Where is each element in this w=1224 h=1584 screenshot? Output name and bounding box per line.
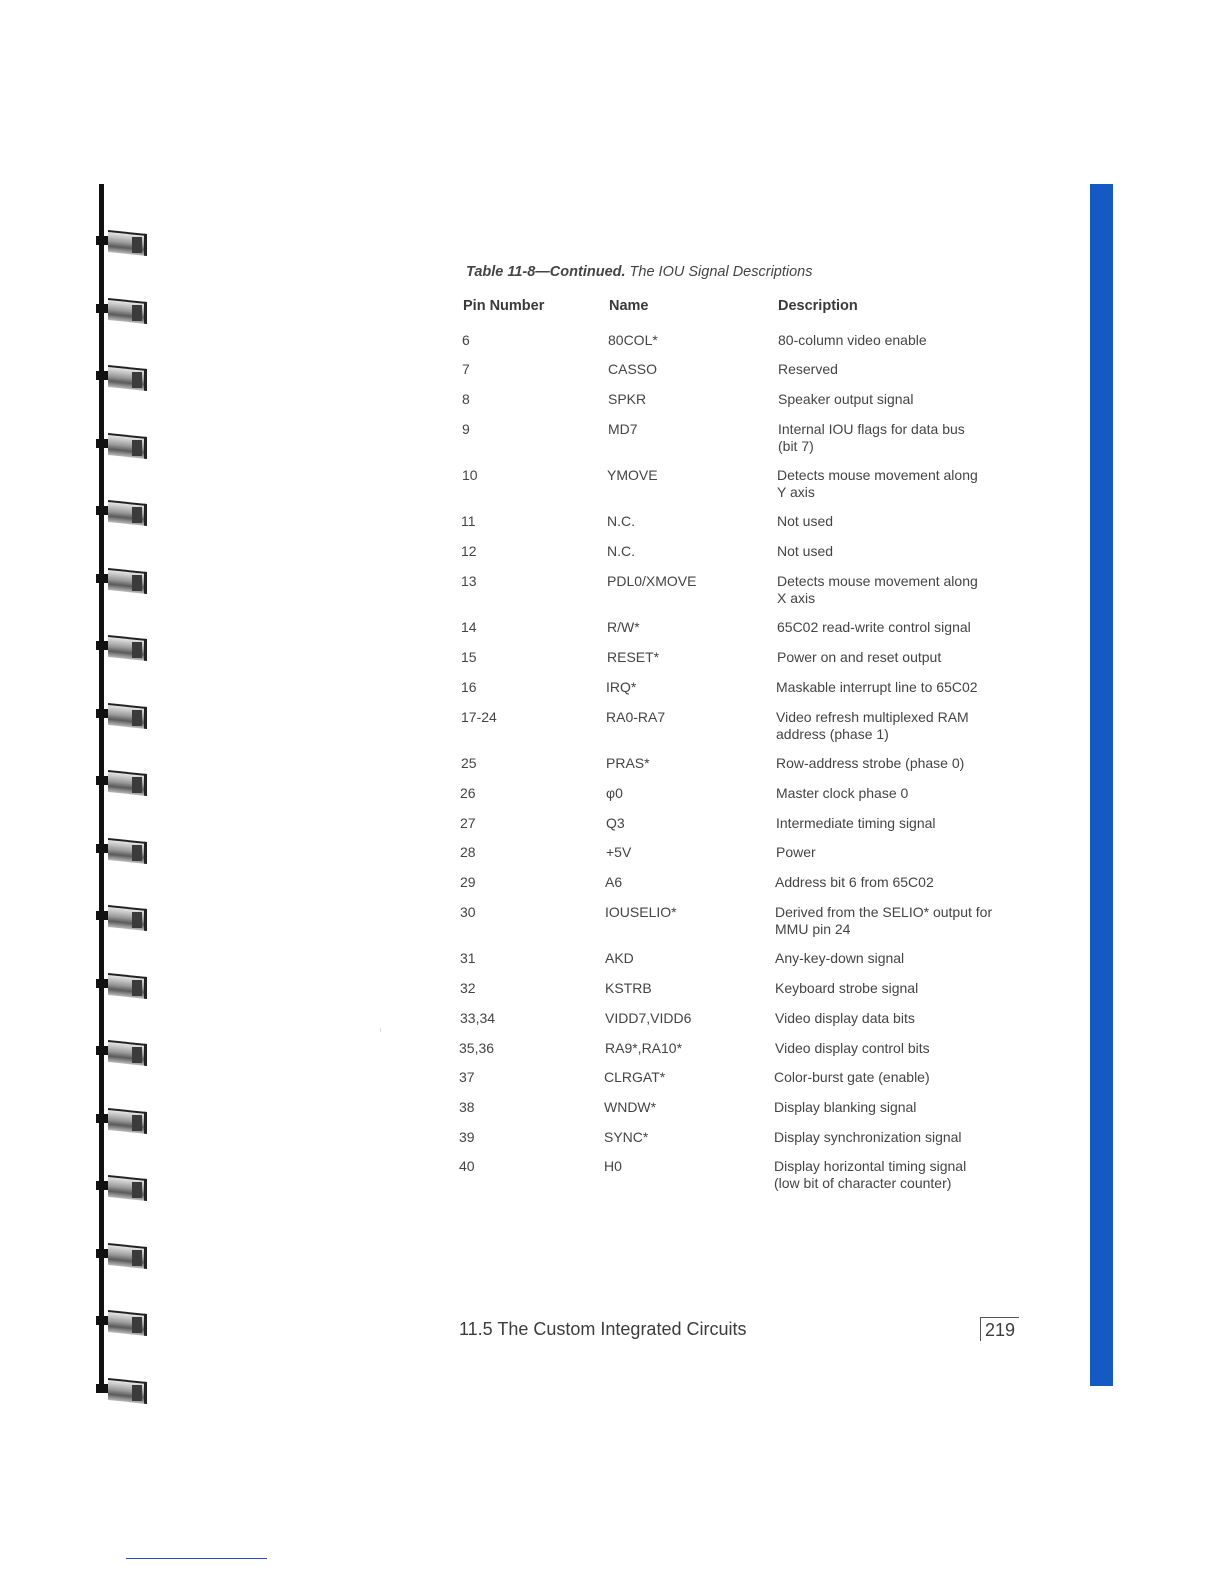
cell-pin-number: 17-24: [461, 709, 497, 725]
cell-description: Video display control bits: [775, 1040, 930, 1056]
cell-pin-number: 28: [460, 844, 476, 860]
cell-pin-number: 25: [461, 755, 477, 771]
cell-description-continued: Y axis: [777, 484, 815, 500]
cell-name: SYNC*: [604, 1129, 649, 1145]
spiral-coil: [96, 364, 148, 394]
table-caption-label: Table 11-8—Continued.: [466, 264, 626, 280]
cell-name: N.C.: [607, 543, 635, 559]
spiral-coil: [96, 1039, 148, 1069]
cell-pin-number: 7: [462, 361, 470, 377]
spiral-binding-coils: [96, 184, 156, 1386]
cell-description: Video display data bits: [775, 1010, 915, 1026]
cell-description: Detects mouse movement along: [777, 573, 978, 589]
cell-pin-number: 32: [460, 980, 476, 996]
cell-description: Video refresh multiplexed RAM: [776, 709, 969, 725]
cell-name: φ0: [606, 785, 623, 801]
cell-description: Color-burst gate (enable): [774, 1069, 930, 1085]
cell-description-continued: (low bit of character counter): [774, 1175, 952, 1191]
spiral-coil: [96, 567, 148, 597]
page-edge-blue-strip: [1090, 184, 1113, 1386]
cell-name: SPKR: [608, 391, 647, 407]
cell-description: Not used: [777, 513, 834, 529]
cell-pin-number: 15: [461, 649, 477, 665]
cell-description: 80-column video enable: [778, 332, 927, 348]
cell-description: Speaker output signal: [778, 391, 914, 407]
cell-name: R/W*: [607, 619, 640, 635]
cell-description-continued: X axis: [777, 590, 816, 606]
table-caption: [466, 264, 812, 280]
cell-name: MD7: [608, 421, 638, 437]
cell-name: +5V: [606, 844, 632, 860]
cell-name: IRQ*: [606, 679, 637, 695]
cell-pin-number: 40: [459, 1158, 475, 1174]
cell-name: YMOVE: [607, 467, 658, 483]
cell-pin-number: 35,36: [459, 1040, 495, 1056]
spiral-coil: [96, 769, 148, 799]
cell-name: N.C.: [607, 513, 635, 529]
spiral-coil: [96, 837, 148, 867]
footer-section-title: 11.5 The Custom Integrated Circuits: [459, 1319, 747, 1339]
cell-name: WNDW*: [604, 1099, 657, 1115]
cell-description: Address bit 6 from 65C02: [775, 874, 934, 890]
cell-description: 65C02 read-write control signal: [777, 619, 971, 635]
cell-pin-number: 16: [461, 679, 477, 695]
cell-description-continued: MMU pin 24: [775, 921, 851, 937]
cell-description: Power on and reset output: [777, 649, 942, 665]
spiral-coil: [96, 229, 148, 259]
spiral-coil: [96, 432, 148, 462]
cell-description: Display blanking signal: [774, 1099, 917, 1115]
cell-pin-number: 30: [460, 904, 476, 920]
cell-name: 80COL*: [608, 332, 658, 348]
cell-description: Master clock phase 0: [776, 785, 909, 801]
cell-name: CASSO: [608, 361, 658, 377]
spiral-coil: [96, 1309, 148, 1339]
cell-description: Display horizontal timing signal: [774, 1158, 967, 1174]
cell-name: RESET*: [607, 649, 660, 665]
cell-name: VIDD7,VIDD6: [605, 1010, 692, 1026]
cell-name: A6: [605, 874, 623, 890]
column-header-pin-number: Pin Number: [463, 298, 545, 314]
cell-description: Keyboard strobe signal: [775, 980, 919, 996]
cell-name: Q3: [606, 815, 625, 831]
spiral-coil: [96, 1377, 148, 1407]
spiral-coil: [96, 634, 148, 664]
cell-description-continued: address (phase 1): [776, 726, 889, 742]
cell-description: Display synchronization signal: [774, 1129, 962, 1145]
cell-pin-number: 9: [462, 421, 470, 437]
cell-description: Row-address strobe (phase 0): [776, 755, 965, 771]
table-caption-text: The IOU Signal Descriptions: [625, 264, 813, 280]
scan-speck: [380, 1028, 381, 1032]
cell-name: RA0-RA7: [606, 709, 666, 725]
cell-pin-number: 14: [461, 619, 477, 635]
spiral-coil: [96, 1174, 148, 1204]
cell-pin-number: 12: [461, 543, 477, 559]
cell-name: PRAS*: [606, 755, 650, 771]
cell-description: Detects mouse movement along: [777, 467, 978, 483]
cell-name: AKD: [605, 950, 634, 966]
page-number: 219: [980, 1317, 1019, 1341]
cell-pin-number: 37: [459, 1069, 475, 1085]
cell-description: Power: [776, 844, 816, 860]
cell-name: IOUSELIO*: [605, 904, 677, 920]
cell-name: CLRGAT*: [604, 1069, 666, 1085]
cell-pin-number: 6: [462, 332, 470, 348]
spiral-coil: [96, 972, 148, 1002]
cell-pin-number: 39: [459, 1129, 475, 1145]
cell-pin-number: 31: [460, 950, 476, 966]
cell-description: Any-key-down signal: [775, 950, 905, 966]
cell-pin-number: 11: [461, 513, 476, 529]
spiral-coil: [96, 702, 148, 732]
spiral-coil: [96, 499, 148, 529]
spiral-coil: [96, 297, 148, 327]
cell-description: Derived from the SELIO* output for: [775, 904, 993, 920]
cell-description: Maskable interrupt line to 65C02: [776, 679, 978, 695]
cell-pin-number: 29: [460, 874, 476, 890]
cell-pin-number: 10: [462, 467, 478, 483]
cell-name: KSTRB: [605, 980, 652, 996]
cell-pin-number: 38: [459, 1099, 475, 1115]
cell-name: RA9*,RA10*: [605, 1040, 683, 1056]
cell-description-continued: (bit 7): [778, 438, 814, 454]
cell-name: PDL0/XMOVE: [607, 573, 697, 589]
cell-name: H0: [604, 1158, 622, 1174]
cell-description: Not used: [777, 543, 834, 559]
cell-pin-number: 26: [460, 785, 476, 801]
cell-pin-number: 33,34: [460, 1010, 496, 1026]
column-header-name: Name: [609, 298, 649, 314]
cell-pin-number: 8: [462, 391, 470, 407]
cell-description: Intermediate timing signal: [776, 815, 936, 831]
column-header-description: Description: [778, 298, 858, 314]
spiral-coil: [96, 1242, 148, 1272]
cell-description: Reserved: [778, 361, 838, 377]
spiral-coil: [96, 1107, 148, 1137]
cell-pin-number: 27: [460, 815, 476, 831]
cell-description: Internal IOU flags for data bus: [778, 421, 965, 437]
bottom-underline: [126, 1558, 267, 1559]
cell-pin-number: 13: [461, 573, 477, 589]
spiral-coil: [96, 904, 148, 934]
